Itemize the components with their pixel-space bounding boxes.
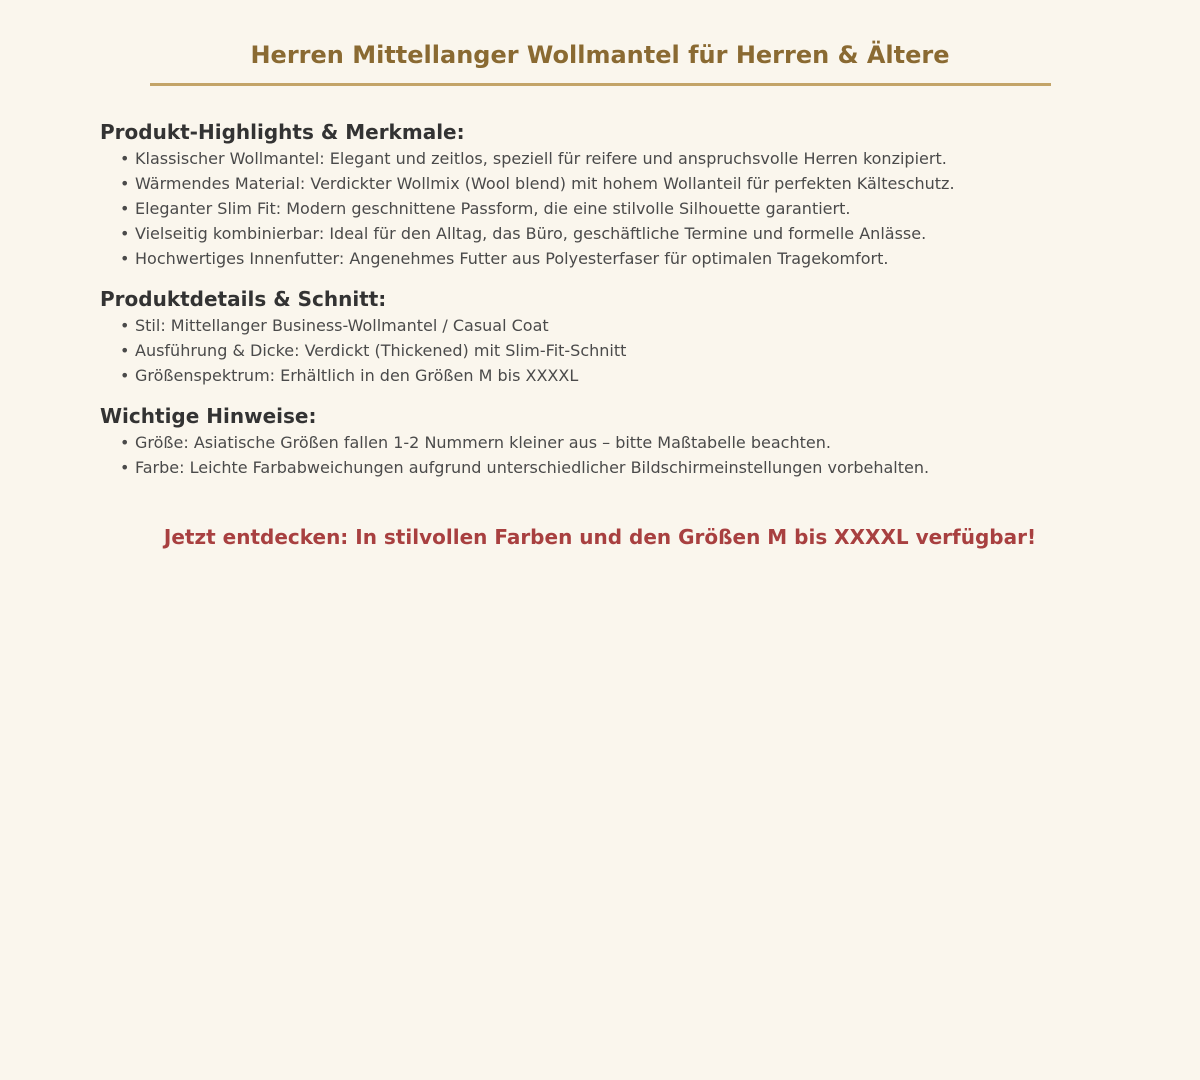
page-title: Herren Mittellanger Wollmantel für Herren & Ältere [250, 41, 950, 69]
list-item [100, 363, 1100, 388]
feature-list [100, 146, 1100, 271]
list-item-text: Stil: Mittellanger Business-Wollmantel / Casual Coat [135, 316, 549, 335]
list-item [100, 196, 1100, 221]
list-item [100, 246, 1100, 271]
details-list [100, 313, 1100, 388]
list-item [100, 455, 1100, 480]
list-item-text: Ausführung & Dicke: Verdickt (Thickened) mit Slim-Fit-Schnitt [135, 341, 627, 360]
bullet-icon: • [120, 224, 130, 243]
bullet-icon: • [120, 433, 130, 452]
bullet-icon: • [120, 199, 130, 218]
list-item [100, 171, 1100, 196]
list-item [100, 338, 1100, 363]
list-item-text: Farbe: Leichte Farbabweichungen aufgrund unterschiedlicher Bildschirmeinstellungen vorbehalten. [135, 458, 930, 477]
bullet-icon: • [120, 149, 130, 168]
notes-list [100, 430, 1100, 480]
section-details [100, 285, 1100, 388]
bullet-icon: • [120, 366, 130, 385]
list-item-text: Eleganter Slim Fit: Modern geschnittene Passform, die eine stilvolle Silhouette garantiert. [135, 199, 851, 218]
title-divider [150, 83, 1051, 86]
section-heading: Produkt-Highlights & Merkmale: [100, 120, 465, 144]
bullet-icon: • [120, 316, 130, 335]
content [100, 118, 1100, 494]
list-item-text: Klassischer Wollmantel: Elegant und zeitlos, speziell für reifere und anspruchsvolle Herren konzipiert. [135, 149, 947, 168]
section-notes [100, 402, 1100, 480]
section-highlights [100, 118, 1100, 271]
list-item [100, 146, 1100, 171]
list-item [100, 313, 1100, 338]
bullet-icon: • [120, 249, 130, 268]
list-item [100, 430, 1100, 455]
list-item-text: Wärmendes Material: Verdickter Wollmix (Wool blend) mit hohem Wollanteil für perfekten Kälteschutz. [135, 174, 955, 193]
list-item-text: Größe: Asiatische Größen fallen 1-2 Nummern kleiner aus – bitte Maßtabelle beachten. [135, 433, 831, 452]
bullet-icon: • [120, 174, 130, 193]
list-item-text: Größenspektrum: Erhältlich in den Größen M bis XXXXL [135, 366, 579, 385]
bullet-icon: • [120, 458, 130, 477]
call-to-action: Jetzt entdecken: In stilvollen Farben und den Größen M bis XXXXL verfügbar! [163, 525, 1037, 549]
section-heading: Wichtige Hinweise: [100, 404, 317, 428]
list-item [100, 221, 1100, 246]
list-item-text: Hochwertiges Innenfutter: Angenehmes Futter aus Polyesterfaser für optimalen Tragekomfort. [135, 249, 889, 268]
section-heading: Produktdetails & Schnitt: [100, 287, 387, 311]
list-item-text: Vielseitig kombinierbar: Ideal für den Alltag, das Büro, geschäftliche Termine und formelle Anlässe. [135, 224, 927, 243]
bullet-icon: • [120, 341, 130, 360]
